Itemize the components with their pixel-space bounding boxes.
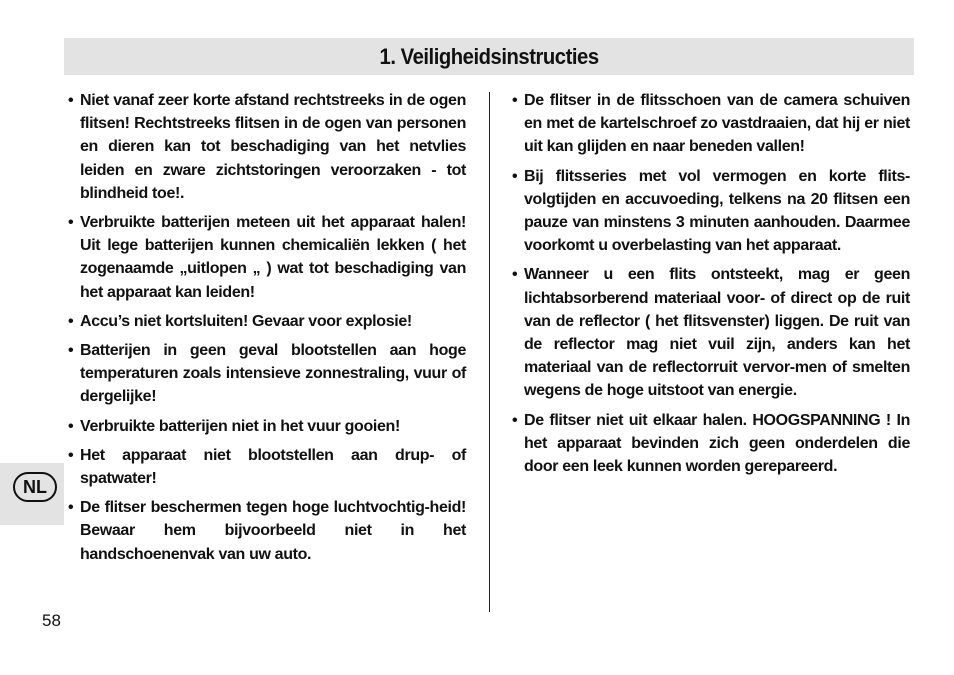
bullet: • [512, 266, 518, 284]
safety-item-text: Wanneer u een flits ontsteekt, mag er geen lichtabsorberend materiaal voor- of direct op de ruit van de reflector ( het flitsvenster) liggen. De ruit van de reflector mag niet vuil zijn, anders kan het materiaal van de reflectorruit vervor-men of smelten wegens de hoge uitstoot van energie. [524, 266, 910, 400]
safety-item-text: Bij flitsseries met vol vermogen en korte flits-volgtijden en accuvoeding, telkens na 20 flitsen een pauze van minstens 3 minuten aanhouden. Daarmee voorkomt u overbelasting van het apparaat. [524, 167, 910, 255]
bullet: • [512, 92, 518, 109]
safety-item-text: Het apparaat niet blootstellen aan drup- of spatwater! [80, 446, 466, 488]
page-number: 58 [42, 611, 61, 630]
bullet: • [68, 92, 74, 109]
right-column [512, 89, 910, 484]
safety-item-text: Batterijen in geen geval blootstellen aan hoge temperaturen zoals intensieve zonnestraling, vuur of dergelijke! [80, 342, 466, 406]
safety-item [68, 89, 466, 205]
safety-item [68, 415, 466, 438]
language-badge: NL [13, 472, 57, 502]
section-header [64, 38, 914, 75]
safety-item [68, 444, 466, 490]
left-column [68, 89, 466, 572]
safety-item [512, 165, 910, 258]
bullet: • [68, 499, 74, 517]
safety-item [512, 89, 910, 159]
safety-item-text: Verbruikte batterijen niet in het vuur gooien! [80, 417, 400, 435]
safety-item-text: De flitser niet uit elkaar halen. HOOGSPANNING ! In het apparaat bevinden zich geen onderdelen die door een leek kunnen worden gerepareerd. [524, 411, 910, 476]
safety-item-text: Accu’s niet kortsluiten! Gevaar voor explosie! [80, 312, 412, 330]
safety-item [68, 496, 466, 566]
column-divider [489, 92, 490, 612]
bullet: • [512, 167, 518, 185]
bullet: • [68, 214, 74, 232]
safety-item [512, 263, 910, 402]
safety-item-text: De flitser in de flitsschoen van de camera schuiven en met de kartelschroef zo vastdraaien, dat hij er niet uit kan glijden en naar beneden vallen! [524, 92, 910, 156]
bullet: • [68, 312, 74, 330]
bullet: • [68, 417, 74, 435]
safety-item-text: De flitser beschermen tegen hoge luchtvochtig-heid! Bewaar hem bijvoorbeeld niet in het handschoenenvak van uw auto. [80, 499, 466, 563]
bullet: • [512, 411, 518, 429]
safety-item [68, 211, 466, 304]
safety-item-text: Verbruikte batterijen meteen uit het apparaat halen! Uit lege batterijen kunnen chemicaliën lekken ( het zogenaamde „uitlopen „ ) wat tot beschadiging van het apparaat kan leiden! [80, 214, 466, 301]
safety-item [68, 310, 466, 333]
page-title: 1. Veiligheidsinstructies [379, 43, 599, 69]
safety-item [512, 409, 910, 479]
bullet: • [68, 342, 74, 360]
safety-item-text: Niet vanaf zeer korte afstand rechtstreeks in de ogen flitsen! Rechtstreeks flitsen in de ogen van personen en dieren kan tot beschadiging van het netvlies leiden en zware zichtstoringen veroorzaken - tot blindheid toe!. [80, 92, 466, 202]
safety-item [68, 339, 466, 409]
bullet: • [68, 446, 74, 464]
